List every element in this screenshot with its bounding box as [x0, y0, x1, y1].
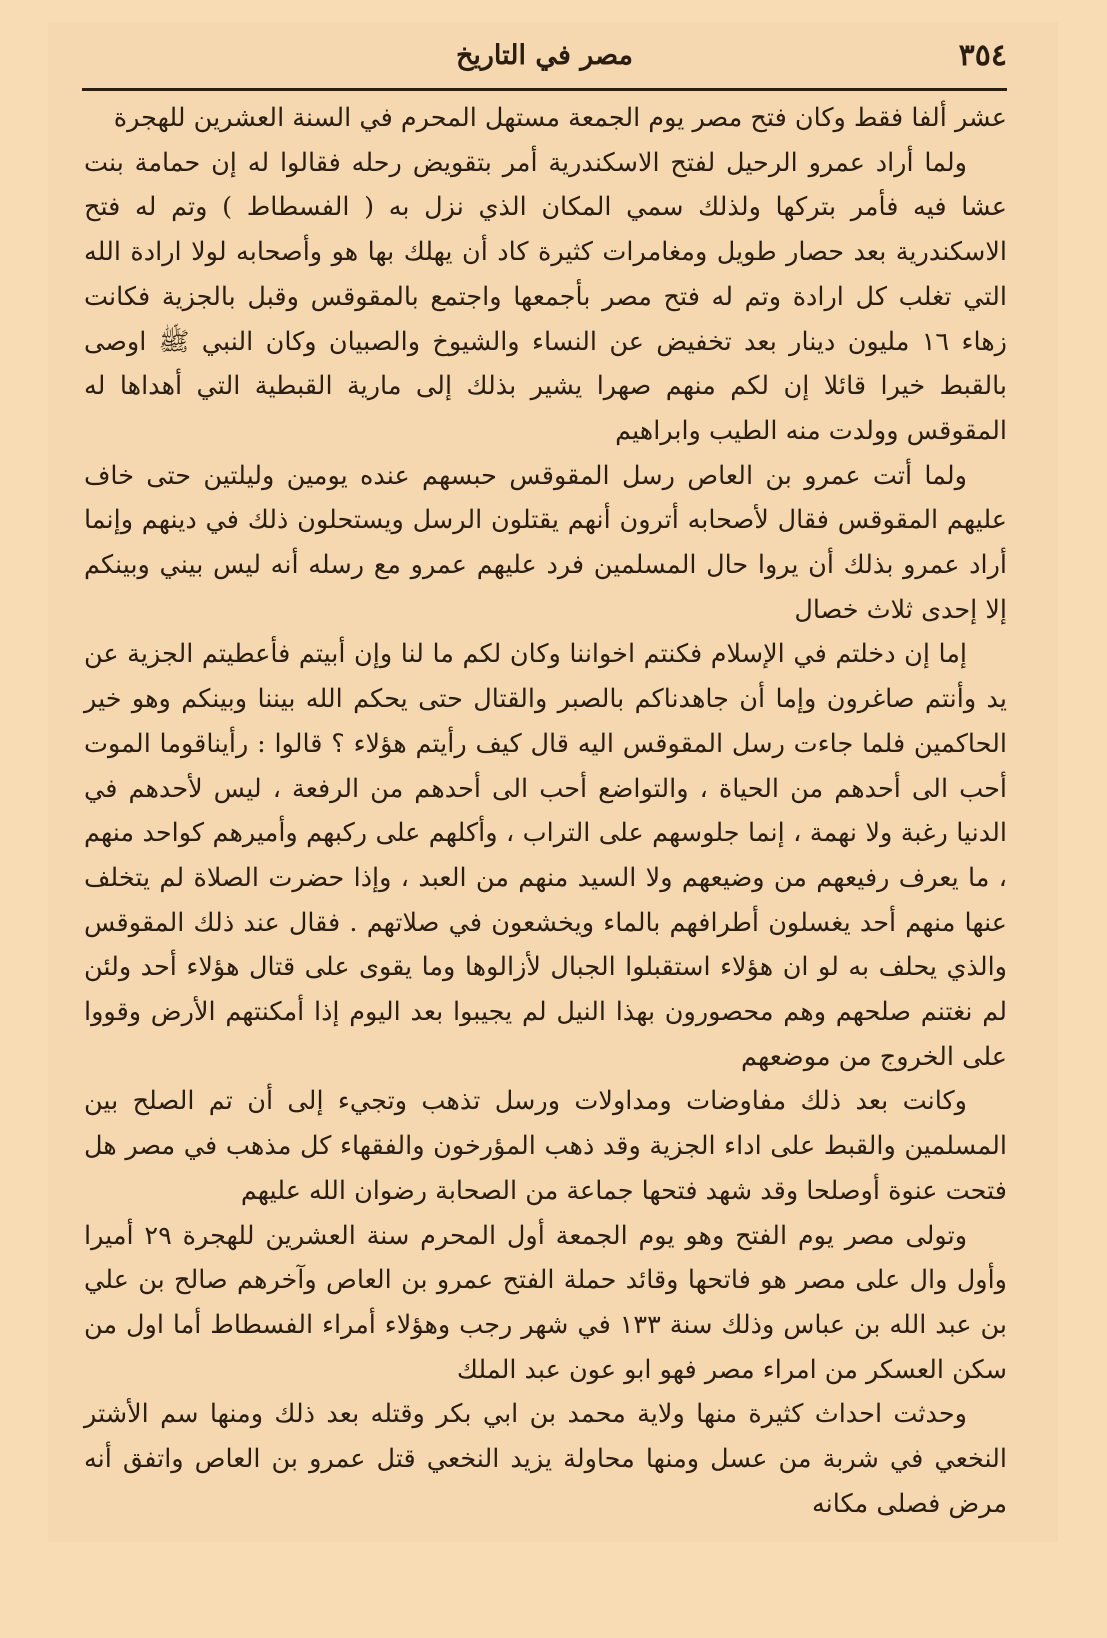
running-title: مصر في التاريخ — [455, 40, 634, 71]
body-text — [84, 96, 1007, 1527]
paragraph-4: إما إن دخلتم في الإسلام فكنتم اخواننا وكان لكم ما لنا وإن أبيتم فأعطيتم الجزية عن يد وأنتم صاغرون وإما أن جاهدناكم بالصبر والقتال حتى يحكم الله بيننا وبينكم وهو خير الحاكمين فلما جاءت رسل المقوقس اليه قال كيف رأيتم هؤلاء ؟ قالوا : رأيناقوما الموت أحب الى أحدهم من الحياة ، والتواضع أحب الى أحدهم من الرفعة ، ليس لأحدهم في الدنيا رغبة ولا نهمة ، إنما جلوسهم على التراب ، وأكلهم على ركبهم وأميرهم كواحد منهم ، ما يعرف رفيعهم من وضيعهم ولا السيد منهم من العبد ، وإذا حضرت الصلاة لم يتخلف عنها منهم أحد يغسلون أطرافهم بالماء ويخشعون في صلاتهم . فقال عند ذلك المقوقس والذي يحلف به لو ان هؤلاء استقبلوا الجبال لأزالوها وما يقوى على قتال هؤلاء أحد ولئن لم نغتنم صلحهم وهم محصورون بهذا النيل لم يجيبوا بعد اليوم إذا أمكنتهم الأرض وقووا على الخروج من موضعهم — [84, 639, 1007, 1072]
paragraph-3: ولما أتت عمرو بن العاص رسل المقوقس حبسهم عنده يومين وليلتين حتى خاف عليهم المقوقس فقال لأصحابه أترون أنهم يقتلون الرسل ويستحلون ذلك في دينهم وإنما أراد عمرو بذلك أن يروا حال المسلمين فرد عليهم عمرو مع رسله أنه ليس بيني وبينكم إلا إحدى ثلاث خصال — [84, 460, 1007, 625]
header-rule — [82, 88, 1007, 91]
paragraph-1: عشر ألفا فقط وكان فتح مصر يوم الجمعة مستهل المحرم في السنة العشرين للهجرة — [113, 103, 1007, 133]
paragraph-7: وحدثت احداث كثيرة منها ولاية محمد بن ابي بكر وقتله بعد ذلك ومنها سم الأشتر النخعي في شربة من عسل ومنها محاولة يزيد النخعي قتل عمرو بن العاص واتفق أنه مرض فصلى مكانه — [84, 1399, 1007, 1519]
page-number: ٣٥٤ — [958, 38, 1007, 73]
page-header — [82, 34, 1007, 86]
paragraph-2: ولما أراد عمرو الرحيل لفتح الاسكندرية أمر بتقويض رحله فقالوا له إن حمامة بنت عشا فيه فأمر بتركها ولذلك سمي المكان الذي نزل به ( الفسطاط ) وتم له فتح الاسكندرية بعد حصار طويل ومغامرات كثيرة كاد أن يهلك بها هو وأصحابه لولا ارادة الله التي تغلب كل ارادة وتم له فتح مصر بأجمعها واجتمع بالمقوقس وقبل بالجزية فكانت زهاء ١٦ مليون دينار بعد تخفيض عن النساء والشيوخ والصبيان وكان النبي ﷺ اوصى بالقبط خيرا قائلا إن لكم منهم صهرا يشير بذلك إلى مارية القبطية التي أهداها له المقوقس وولدت منه الطيب وابراهيم — [84, 147, 1007, 446]
paragraph-6: وتولى مصر يوم الفتح وهو يوم الجمعة أول المحرم سنة العشرين للهجرة ٢٩ أميرا وأول وال على مصر هو فاتحها وقائد حملة الفتح عمرو بن العاص وآخرهم صالح بن علي بن عبد الله بن عباس وذلك سنة ١٣٣ في شهر رجب وهؤلاء أمراء الفسطاط أما اول من سكن العسكر من امراء مصر فهو ابو عون عبد الملك — [84, 1220, 1008, 1385]
paragraph-5: وكانت بعد ذلك مفاوضات ومداولات ورسل تذهب وتجيء إلى أن تم الصلح بين المسلمين والقبط على اداء الجزية وقد ذهب المؤرخون والفقهاء كل مذهب في مصر هل فتحت عنوة أوصلحا وقد شهد فتحها جماعة من الصحابة رضوان الله عليهم — [84, 1086, 1007, 1206]
